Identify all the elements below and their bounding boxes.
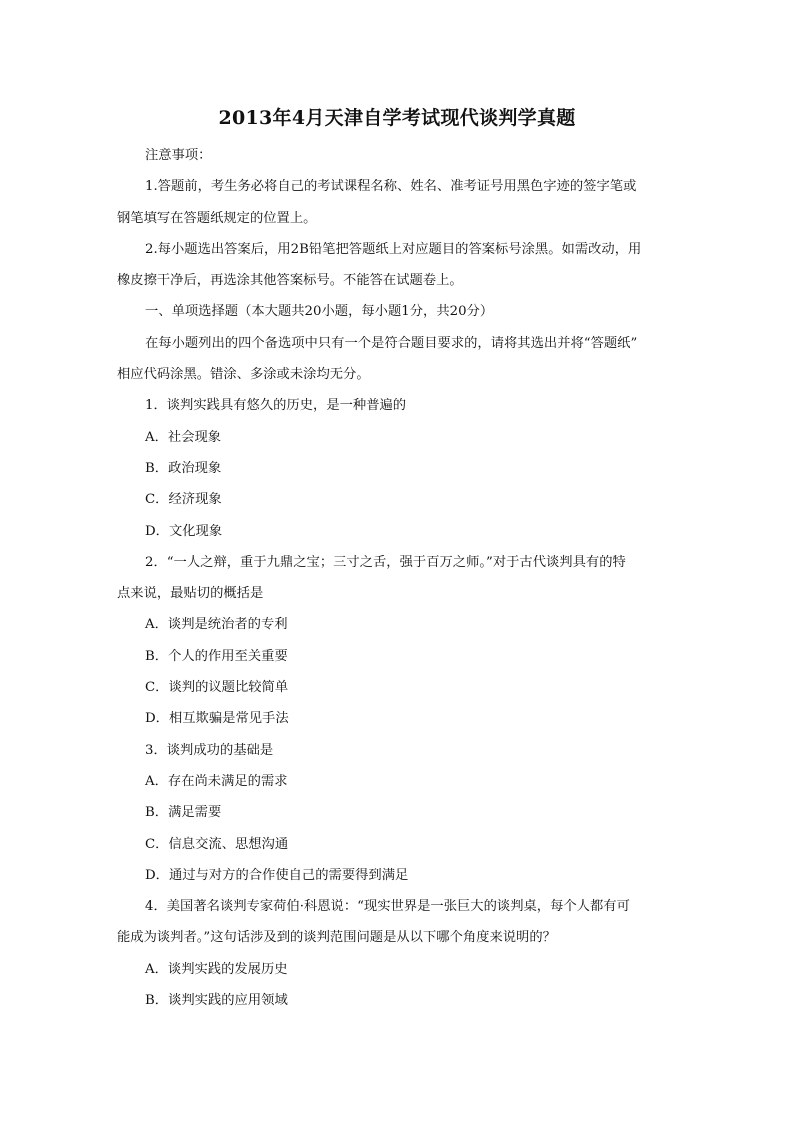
section-heading: 一、单项选择题（本大题共20小题，每小题1分，共20分） (145, 304, 494, 320)
question-4-line-2: 能成为谈判者。”这句话涉及到的谈判范围问题是从以下哪个角度来说明的？ (117, 930, 556, 946)
notice-item-2-line-1: 2.每小题选出答案后，用2B铅笔把答题纸上对应题目的答案标号涂黑。如需改动，用 (145, 241, 642, 257)
section-instructions-line-2: 相应代码涂黑。错涂、多涂或未涂均无分。 (117, 367, 370, 383)
document-body (117, 140, 687, 1016)
question-3-option-a: A．存在尚未满足的需求 (145, 773, 288, 789)
notice-item-1-line-2: 钢笔填写在答题纸规定的位置上。 (117, 210, 317, 226)
question-1-option-a: A．社会现象 (145, 429, 222, 445)
page-title: 2013年4月天津自学考试现代谈判学真题 (218, 107, 576, 129)
question-3-option-b: B．满足需要 (145, 805, 222, 821)
notice-item-1-line-1: 1.答题前，考生务必将自己的考试课程名称、姓名、准考证号用黑色字迹的签字笔或 (145, 179, 637, 195)
question-2-option-b: B．个人的作用至关重要 (145, 648, 288, 664)
question-2-line-1: 2．“一人之辩，重于九鼎之宝；三寸之舌，强于百万之师。”对于古代谈判具有的特 (145, 554, 626, 570)
question-4-line-1: 4．美国著名谈判专家荷伯·科恩说：“现实世界是一张巨大的谈判桌，每个人都有可 (145, 899, 630, 915)
question-3: 3．谈判成功的基础是 (145, 742, 274, 758)
question-1: 1．谈判实践具有悠久的历史，是一种普遍的 (145, 398, 407, 414)
question-2-option-a: A．谈判是统治者的专利 (145, 617, 288, 633)
question-2 (117, 547, 687, 610)
section-instructions (117, 328, 687, 391)
question-3-option-d: D．通过与对方的合作使自己的需要得到满足 (145, 867, 409, 883)
question-4 (117, 891, 687, 954)
question-3-option-c: C．信息交流、思想沟通 (145, 836, 289, 852)
section-instructions-line-1: 在每小题列出的四个备选项中只有一个是符合题目要求的，请将其选出并将“答题纸” (145, 335, 638, 351)
notice-item-1 (117, 171, 687, 234)
question-2-option-d: D．相互欺骗是常见手法 (145, 711, 289, 727)
question-1-option-d: D．文化现象 (145, 523, 223, 539)
question-2-option-c: C．谈判的议题比较简单 (145, 680, 289, 696)
question-2-line-2: 点来说，最贴切的概括是 (117, 586, 264, 602)
notice-item-2-line-2: 橡皮擦干净后，再选涂其他答案标号。不能答在试题卷上。 (117, 273, 463, 289)
question-4-option-a: A．谈判实践的发展历史 (145, 961, 288, 977)
question-1-option-c: C．经济现象 (145, 492, 222, 508)
notice-item-2 (117, 234, 687, 297)
notice-heading: 注意事项： (145, 148, 212, 163)
question-4-option-b: B．谈判实践的应用领域 (145, 993, 288, 1009)
question-1-option-b: B．政治现象 (145, 460, 222, 476)
